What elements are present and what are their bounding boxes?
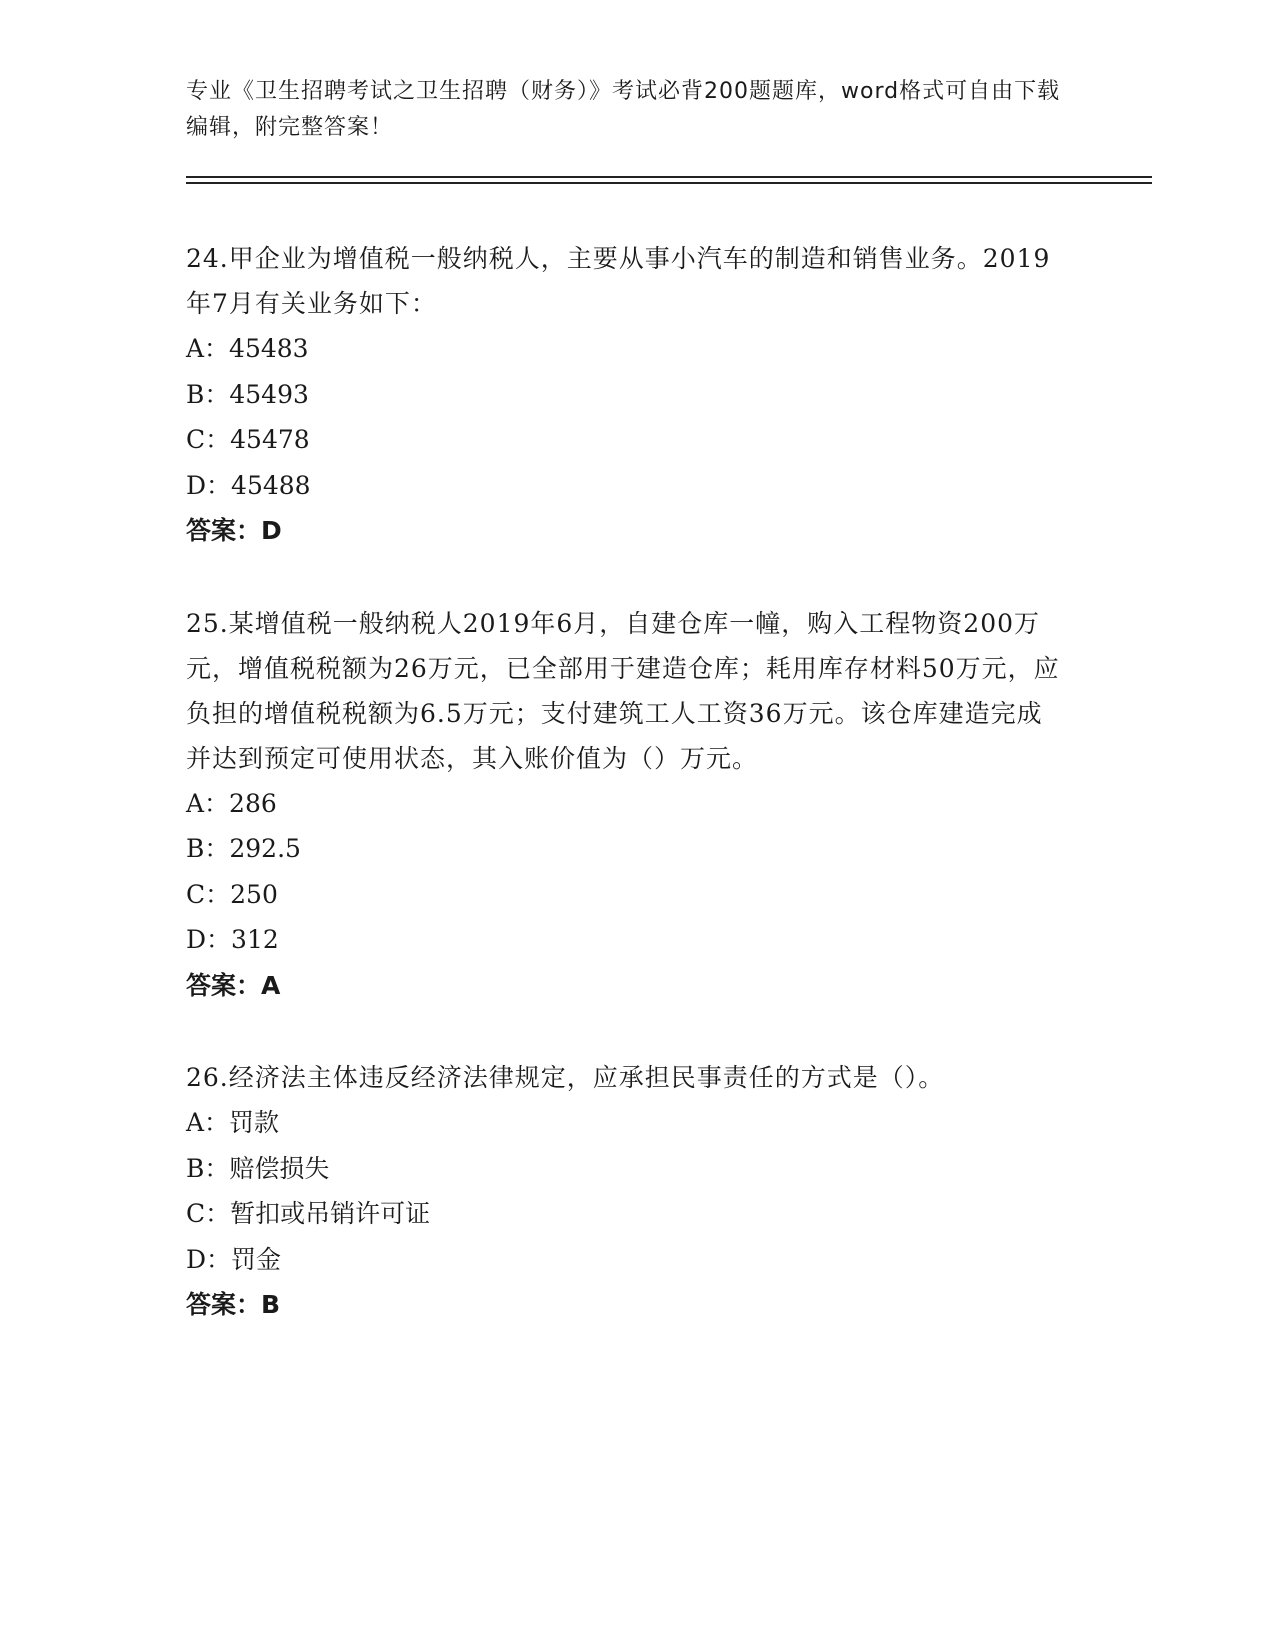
- question-stem: 26.经济法主体违反经济法律规定，应承担民事责任的方式是（）。: [186, 1063, 945, 1092]
- header-divider-bottom: [186, 182, 1152, 184]
- option-a: A：286: [186, 788, 277, 818]
- question-list: [186, 236, 1066, 1375]
- option-c: C：250: [186, 879, 278, 909]
- option-d: D：罚金: [186, 1244, 282, 1274]
- option-a: A：罚款: [186, 1108, 280, 1137]
- answer-line: 答案：B: [186, 1290, 281, 1319]
- question-25: [186, 601, 1066, 1009]
- question-26: [186, 1055, 1066, 1328]
- option-b: B：45493: [186, 379, 309, 409]
- option-a: A：45483: [186, 334, 309, 363]
- document-header: 专业《卫生招聘考试之卫生招聘（财务）》考试必背200题题库，word格式可自由下载编辑，附完整答案！: [186, 79, 1061, 140]
- question-stem: 25.某增值税一般纳税人2019年6月，自建仓库一幢，购入工程物资200万元，增值税税额为26万元，已全部用于建造仓库；耗用库存材料50万元，应负担的增值税税额为6.5万元；支付建筑工人工资36万元。该仓库建造完成并达到预定可使用状态，其入账价值为（）万元。: [186, 608, 1060, 773]
- answer-line: 答案：A: [186, 970, 281, 1000]
- question-24: [186, 236, 1066, 554]
- option-c: C：45478: [186, 425, 310, 454]
- header-divider-top: [186, 176, 1152, 178]
- option-d: D：45488: [186, 470, 311, 500]
- question-stem: 24.甲企业为增值税一般纳税人，主要从事小汽车的制造和销售业务。2019年7月有关业务如下：: [186, 244, 1051, 318]
- option-b: B：292.5: [186, 834, 301, 863]
- answer-line: 答案：D: [186, 516, 282, 545]
- option-b: B：赔偿损失: [186, 1153, 330, 1183]
- option-d: D：312: [186, 925, 279, 954]
- option-c: C：暂扣或吊销许可证: [186, 1199, 431, 1228]
